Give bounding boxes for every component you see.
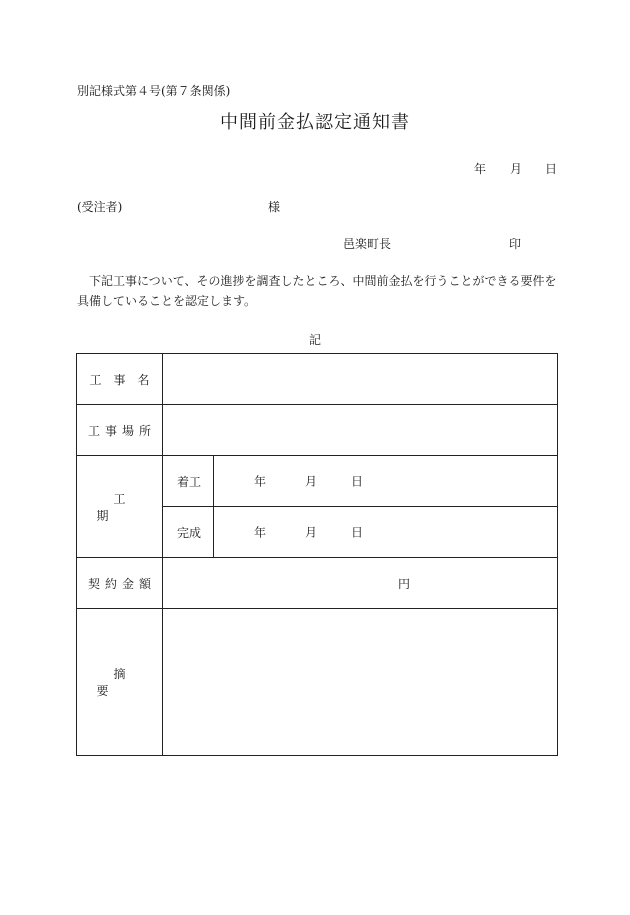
issuer-name: 邑楽町長 bbox=[343, 237, 392, 251]
date-month-label: 月 bbox=[510, 162, 523, 176]
details-table bbox=[76, 353, 558, 756]
period-label: 工期 bbox=[96, 491, 160, 523]
start-year-label: 年 bbox=[254, 474, 267, 489]
end-year-label: 年 bbox=[254, 525, 267, 540]
contract-amount-label: 契約金額 bbox=[87, 576, 156, 591]
period-label-cell bbox=[77, 456, 163, 558]
ki-heading: 記 bbox=[308, 333, 321, 347]
page-title: 中間前金払認定通知書 bbox=[220, 112, 410, 133]
row-project-location bbox=[77, 405, 558, 456]
start-day-label: 日 bbox=[351, 474, 364, 489]
project-name-label-cell bbox=[77, 354, 163, 405]
project-location-label-cell bbox=[77, 405, 163, 456]
row-project-name bbox=[77, 354, 558, 405]
end-month-label: 月 bbox=[305, 525, 318, 540]
row-period-start bbox=[77, 456, 558, 507]
recipient-honorific: 様 bbox=[268, 200, 281, 214]
date-day-label: 日 bbox=[545, 162, 558, 176]
recipient-label: (受注者) bbox=[77, 200, 123, 214]
end-date-value[interactable] bbox=[214, 507, 558, 558]
row-contract-amount bbox=[77, 558, 558, 609]
remarks-value[interactable] bbox=[163, 609, 558, 756]
seal-mark: 印 bbox=[509, 237, 522, 251]
form-id: 別記様式第４号(第７条関係) bbox=[77, 84, 231, 98]
end-day-label: 日 bbox=[351, 525, 364, 540]
project-name-label: 工事名 bbox=[89, 372, 162, 387]
date-year-label: 年 bbox=[474, 162, 487, 176]
start-date-value[interactable] bbox=[214, 456, 558, 507]
project-location-value[interactable] bbox=[163, 405, 558, 456]
amount-unit: 円 bbox=[397, 576, 410, 591]
start-month-label: 月 bbox=[305, 474, 318, 489]
body-text: 下記工事について、その進捗を調査したところ、中間前金払を行うことができる要件を具備していることを認定します。 bbox=[77, 274, 557, 308]
row-remarks bbox=[77, 609, 558, 756]
remarks-label: 摘要 bbox=[96, 667, 160, 698]
project-name-value[interactable] bbox=[163, 354, 558, 405]
remarks-label-cell bbox=[77, 609, 163, 756]
end-label: 完成 bbox=[163, 507, 214, 558]
project-location-label: 工事場所 bbox=[87, 423, 156, 438]
contract-amount-label-cell bbox=[77, 558, 163, 609]
start-label: 着工 bbox=[163, 456, 214, 507]
contract-amount-value[interactable] bbox=[163, 558, 558, 609]
